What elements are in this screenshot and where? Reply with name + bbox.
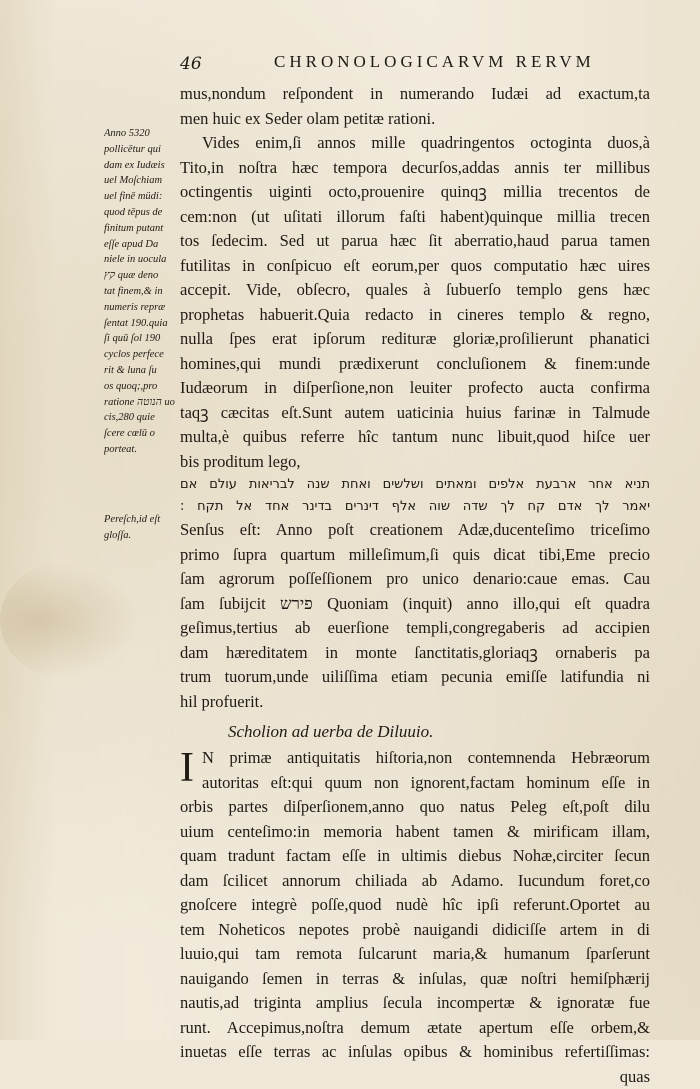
catchword: quas	[180, 1065, 650, 1089]
margin-note-line: gloſſa.	[104, 528, 178, 544]
text-line: Vides enim,ſi annos mille quadringentos octoginta duos,à	[180, 131, 650, 156]
margin-note-line: os quoq;,pro	[104, 379, 178, 395]
text-line: Tito,in noſtra hæc tempora decurſos,addas annis ter millibus	[180, 156, 650, 181]
margin-note-line: ratione הנוטה uo	[104, 395, 178, 411]
scholion-block	[180, 746, 650, 1089]
text-line: autoritas eſt:qui quum non ignorent,factam hominum eſſe in	[180, 771, 650, 796]
text-line: mus,nondum reſpondent in numerando Iudæi ad exactum,ta	[180, 82, 650, 107]
margin-note-line: niele in uocula	[104, 252, 178, 268]
page-number: 46	[180, 54, 202, 74]
text-line: trum tuorum,unde uiliſſima etiam pecunia emiſſe latifundia ni	[180, 665, 650, 690]
margin-note-line: eſſe apud Da	[104, 237, 178, 253]
section-heading: Scholion ad uerba de Diluuio.	[180, 718, 650, 746]
hebrew-quote-line: יאמר לך אדם קח לך שדה שוה אלף דינרים בדינר אחד אל תקח :	[180, 496, 650, 518]
text-line: Iudæorum in diſperſione,non leuiter profecto aucta confirma	[180, 376, 650, 401]
margin-note-line: rit & luna ſu	[104, 363, 178, 379]
text-line: accepit. Vide, obſecro, quales à ſubuerſo templo gens hæc	[180, 278, 650, 303]
margin-note-line: Anno 5320	[104, 126, 178, 142]
margin-note-line: numeris repræ	[104, 300, 178, 316]
margin-note-line: ſcere cœlū o	[104, 426, 178, 442]
text-line: runt. Accepimus,noſtra demum ætate apertum eſſe orbem,&	[180, 1016, 650, 1041]
margin-note-line: quod tēpus de	[104, 205, 178, 221]
text-line: ſam agrorum poſſeſſionem pro unico denario:caue emas. Cau	[180, 567, 650, 592]
text-line: hil profuerit.	[180, 690, 650, 715]
text-line: inuetas eſſe terras ac inſulas opibus & hominibus refertiſſimas:	[180, 1040, 650, 1065]
margin-note-pereschi	[104, 512, 178, 544]
text-line: tos ſedecim. Sed ut parua hæc ſit aberratio,haud parua tamen	[180, 229, 650, 254]
main-text-column	[180, 82, 650, 1089]
margin-note-line: ſentat 190.quia	[104, 316, 178, 332]
margin-note-line: uel finē müdi:	[104, 189, 178, 205]
text-line: futilitas in conſpicuo eſt eorum,per quos computatio hæc uires	[180, 254, 650, 279]
page-header	[180, 52, 650, 76]
text-line: ſam ſubijcit פירש Quoniam (inquit) anno illo,qui eſt quadra	[180, 592, 650, 617]
text-line: tem Noheticos nepotes probè nauigandi didiciſſe artem in di	[180, 918, 650, 943]
text-line: primo ſupra quartum milleſimum,ſi quis dicat tibi,Eme precio	[180, 543, 650, 568]
margin-note-anno-5320	[104, 126, 178, 458]
text-line: nautis,ad triginta amplius ſecula incompertæ & ignoratæ fue	[180, 991, 650, 1016]
running-head: CHRONOLOGICARVM RERVM	[274, 52, 595, 72]
text-line: bis proditum lego,	[180, 450, 650, 475]
text-line: men huic ex Seder olam petitæ rationi.	[180, 107, 650, 132]
text-line: uium centeſimo:in memoria habent tamen & mirificam illam,	[180, 820, 650, 845]
text-line: cem:non (ut uſitati illorum faſti habent)quinque millia trecen	[180, 205, 650, 230]
margin-note-line: ſi quū ſol 190	[104, 331, 178, 347]
text-line: octingentis uiginti octo,prouenire quinqꝫ millia trecentos de	[180, 180, 650, 205]
text-line: dam hæreditatem in monte ſanctitatis,gloriaqꝫ ornaberis pa	[180, 641, 650, 666]
margin-note-line: קץ quæ deno	[104, 268, 178, 284]
text-line: N primæ antiquitatis hiſtoria,non contemnenda Hebræorum	[180, 746, 650, 771]
text-line: nulla ſpes erat ipſorum redituræ gloriæ,proſilierunt phanatici	[180, 327, 650, 352]
margin-note-line: Pereſch,id eſt	[104, 512, 178, 528]
margin-note-line: uel Moſchiam	[104, 173, 178, 189]
text-line: orbis partes diſperſionem,anno quo natus Peleg eſt,poſt dilu	[180, 795, 650, 820]
paper-stain	[0, 560, 140, 680]
text-line: taqꝫ cæcitas eſt.Sunt autem uaticinia huius farinæ in Talmude	[180, 401, 650, 426]
text-line: luuio,qui tam remota ſulcarunt maria,& humanum ſparſerunt	[180, 942, 650, 967]
margin-note-line: porteat.	[104, 442, 178, 458]
text-line: nauigando ſemen in terras & inſulas, quæ noſtri hemiſphærij	[180, 967, 650, 992]
text-line: quam tradunt factam eſſe in ultimis diebus Nohæ,circiter ſecun	[180, 844, 650, 869]
text-line: homines,qui mundi prædixerunt concluſionem & finem:unde	[180, 352, 650, 377]
text-line: multa,è quibus referre hîc tantum nunc libuit,quod hiſce uer	[180, 425, 650, 450]
drop-capital: I	[180, 746, 194, 790]
margin-note-line: cis,280 quie	[104, 410, 178, 426]
margin-note-line: tat finem,& in	[104, 284, 178, 300]
text-line: geſimus,tertius ab euerſione templi,congregaberis ad accipien	[180, 616, 650, 641]
text-line: prophetas habuerit.Quia redacto in cineres templo & regno,	[180, 303, 650, 328]
margin-note-line: cyclos perfece	[104, 347, 178, 363]
hebrew-quote-line: תניא אחר ארבעת אלפים ומאתים ושלשים ואחת שנה לבריאות עולם אם	[180, 474, 650, 496]
margin-note-line: dam ex Iudæis	[104, 158, 178, 174]
margin-note-line: finitum putant	[104, 221, 178, 237]
text-line: gnoſcere integrè poſſe,quod nudè hîc ipſi referunt.Oportet au	[180, 893, 650, 918]
text-line: Senſus eſt: Anno poſt creationem Adæ,ducenteſimo triceſimo	[180, 518, 650, 543]
text-line: dam ſcilicet annorum chiliada ab Adamo. Iucundum foret,co	[180, 869, 650, 894]
margin-note-line: pollicētur qui	[104, 142, 178, 158]
